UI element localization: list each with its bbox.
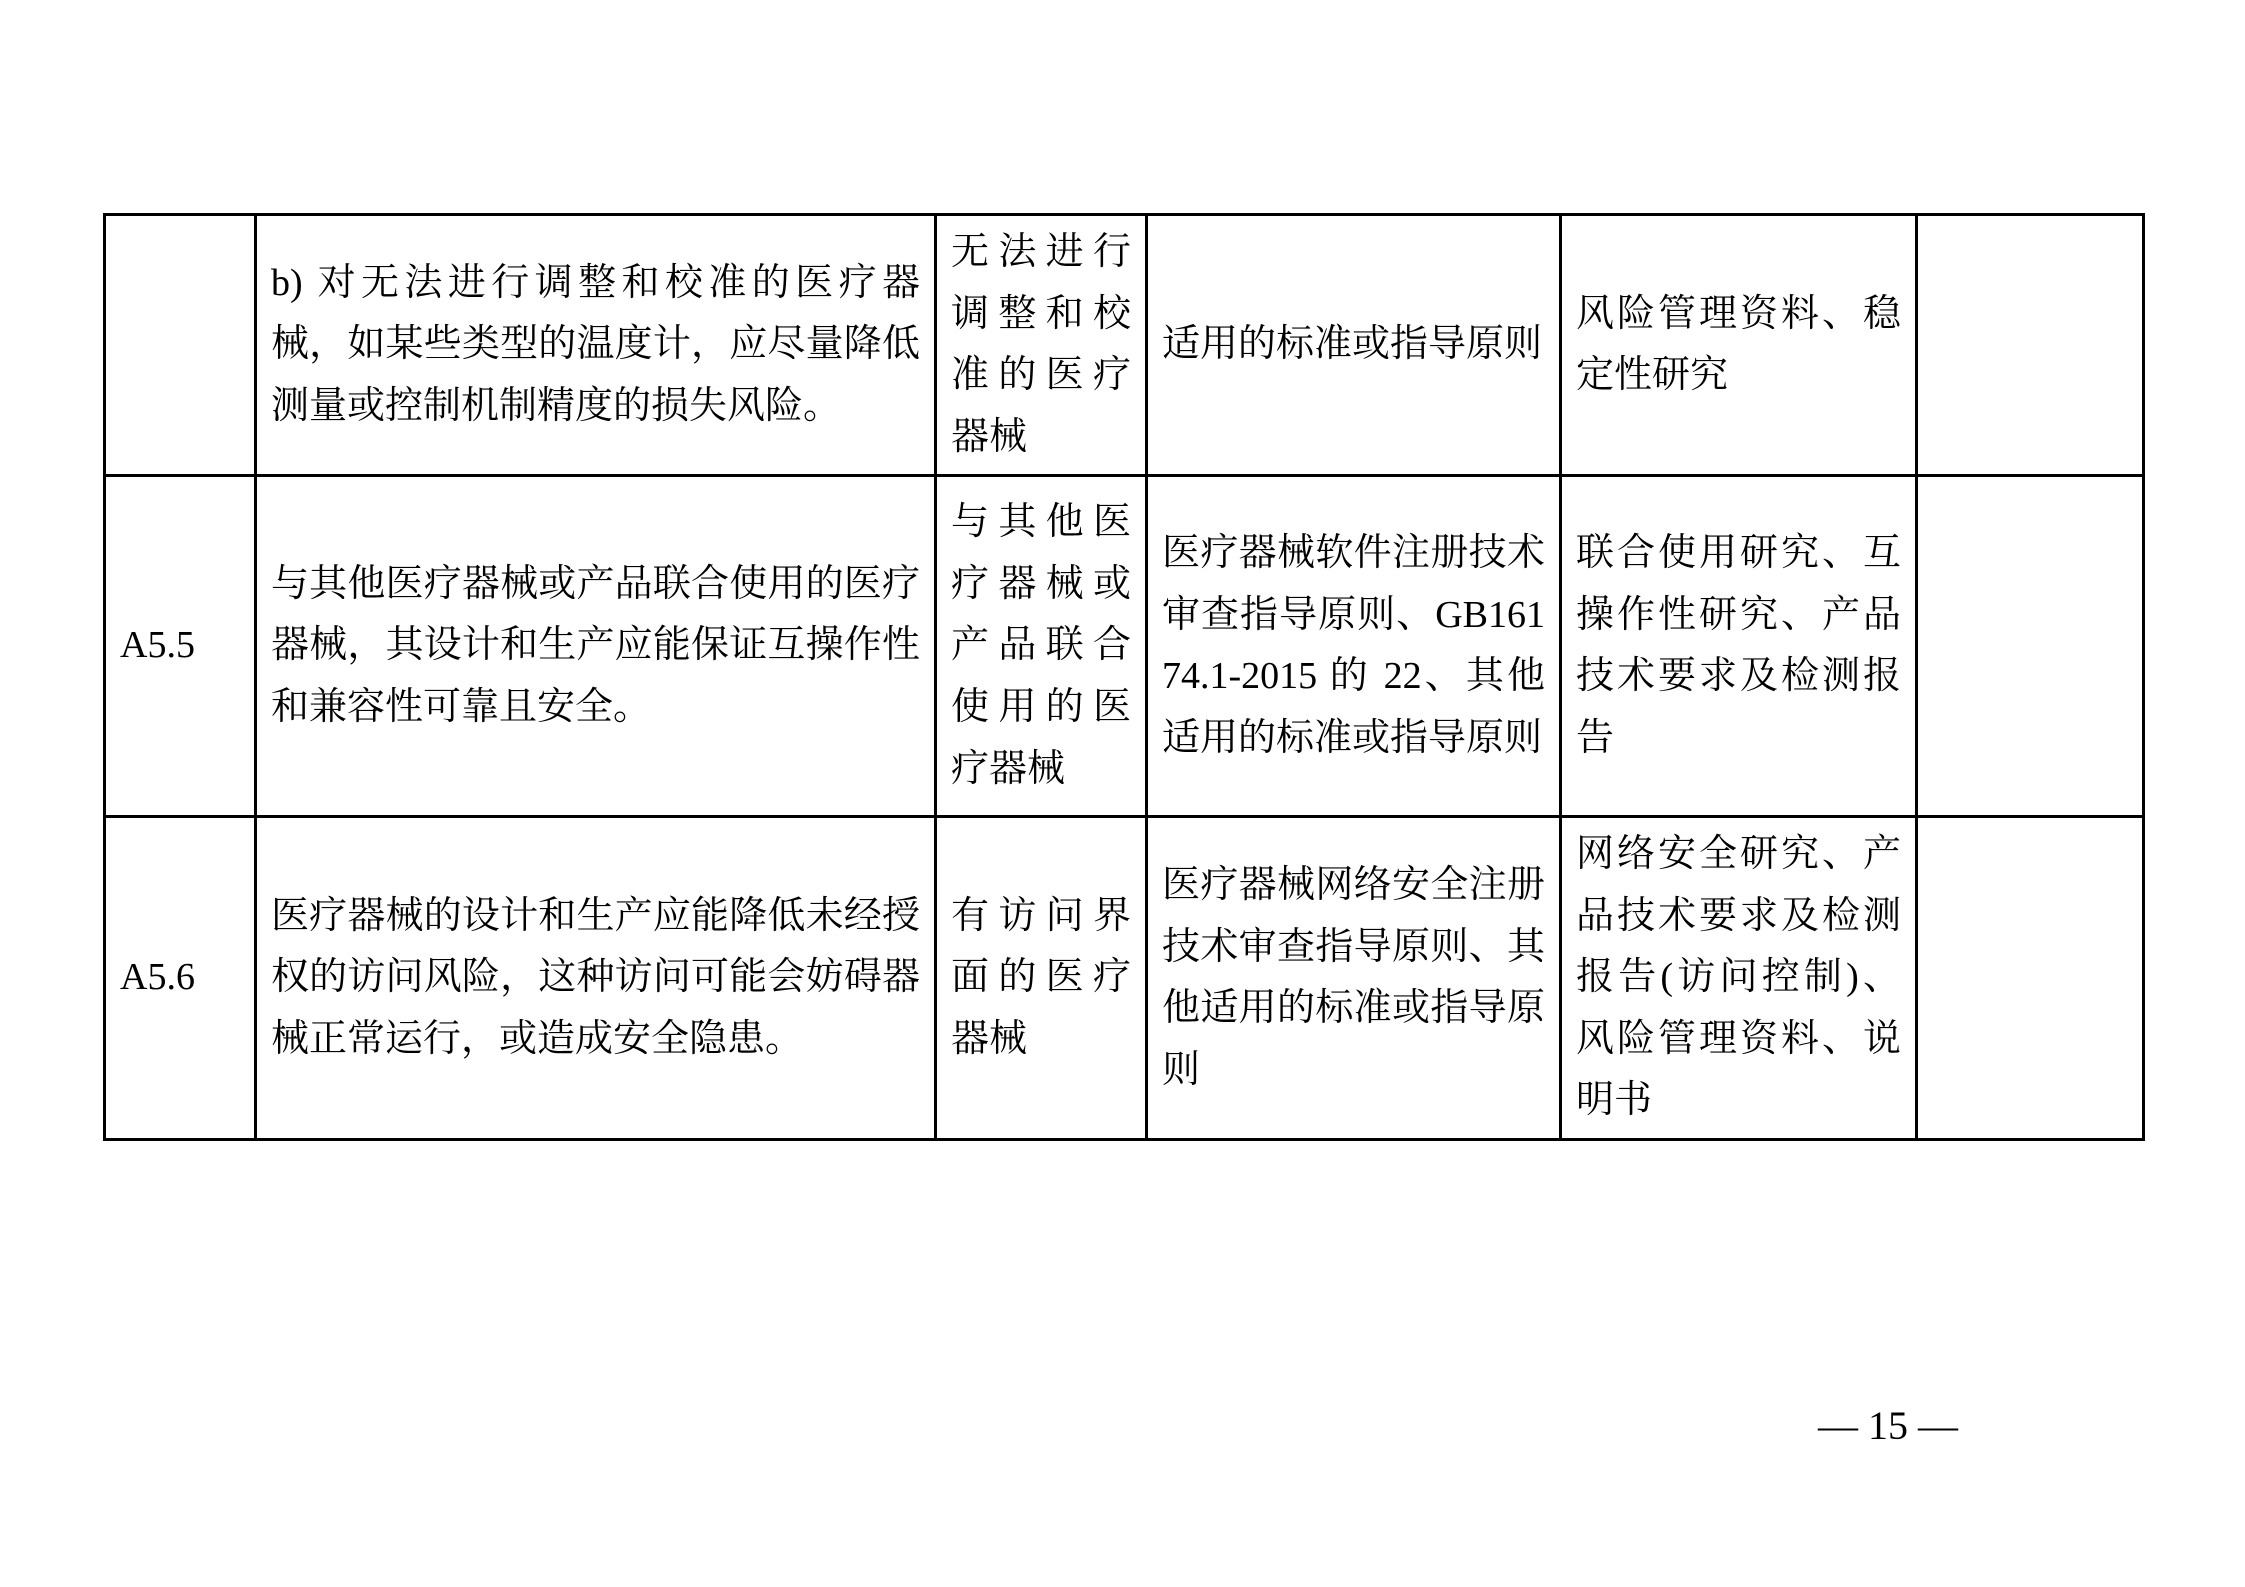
table-row: [105, 817, 2144, 1140]
cell-requirement: b) 对无法进行调整和校准的医疗器械，如某些类型的温度计，应尽量降低测量或控制机制精度的损失风险。: [256, 215, 936, 476]
cell-remark: [1917, 476, 2144, 817]
table-row: [105, 215, 2144, 476]
cell-clause-id: A5.5: [105, 476, 256, 817]
cell-remark: [1917, 215, 2144, 476]
page-number: — 15 —: [1818, 1403, 1958, 1448]
cell-documents: 联合使用研究、互操作性研究、产品技术要求及检测报告: [1561, 476, 1917, 817]
cell-clause-id: [105, 215, 256, 476]
cell-remark: [1917, 817, 2144, 1140]
cell-device-scope: 无法进行调整和校准的医疗器械: [936, 215, 1147, 476]
cell-standards: 适用的标准或指导原则: [1147, 215, 1561, 476]
cell-clause-id: A5.6: [105, 817, 256, 1140]
cell-standards: 医疗器械网络安全注册技术审查指导原则、其他适用的标准或指导原则: [1147, 817, 1561, 1140]
cell-documents: 风险管理资料、稳定性研究: [1561, 215, 1917, 476]
table-row: [105, 476, 2144, 817]
cell-requirement: 医疗器械的设计和生产应能降低未经授权的访问风险，这种访问可能会妨碍器械正常运行，或造成安全隐患。: [256, 817, 936, 1140]
cell-device-scope: 有访问界面的医疗器械: [936, 817, 1147, 1140]
cell-standards: 医疗器械软件注册技术审查指导原则、GB16174.1-2015 的 22、其他适用的标准或指导原则: [1147, 476, 1561, 817]
cell-documents: 网络安全研究、产品技术要求及检测报告(访问控制)、风险管理资料、说明书: [1561, 817, 1917, 1140]
requirements-table: [103, 213, 2145, 1141]
cell-device-scope: 与其他医疗器械或产品联合使用的医疗器械: [936, 476, 1147, 817]
cell-requirement: 与其他医疗器械或产品联合使用的医疗器械，其设计和生产应能保证互操作性和兼容性可靠且安全。: [256, 476, 936, 817]
